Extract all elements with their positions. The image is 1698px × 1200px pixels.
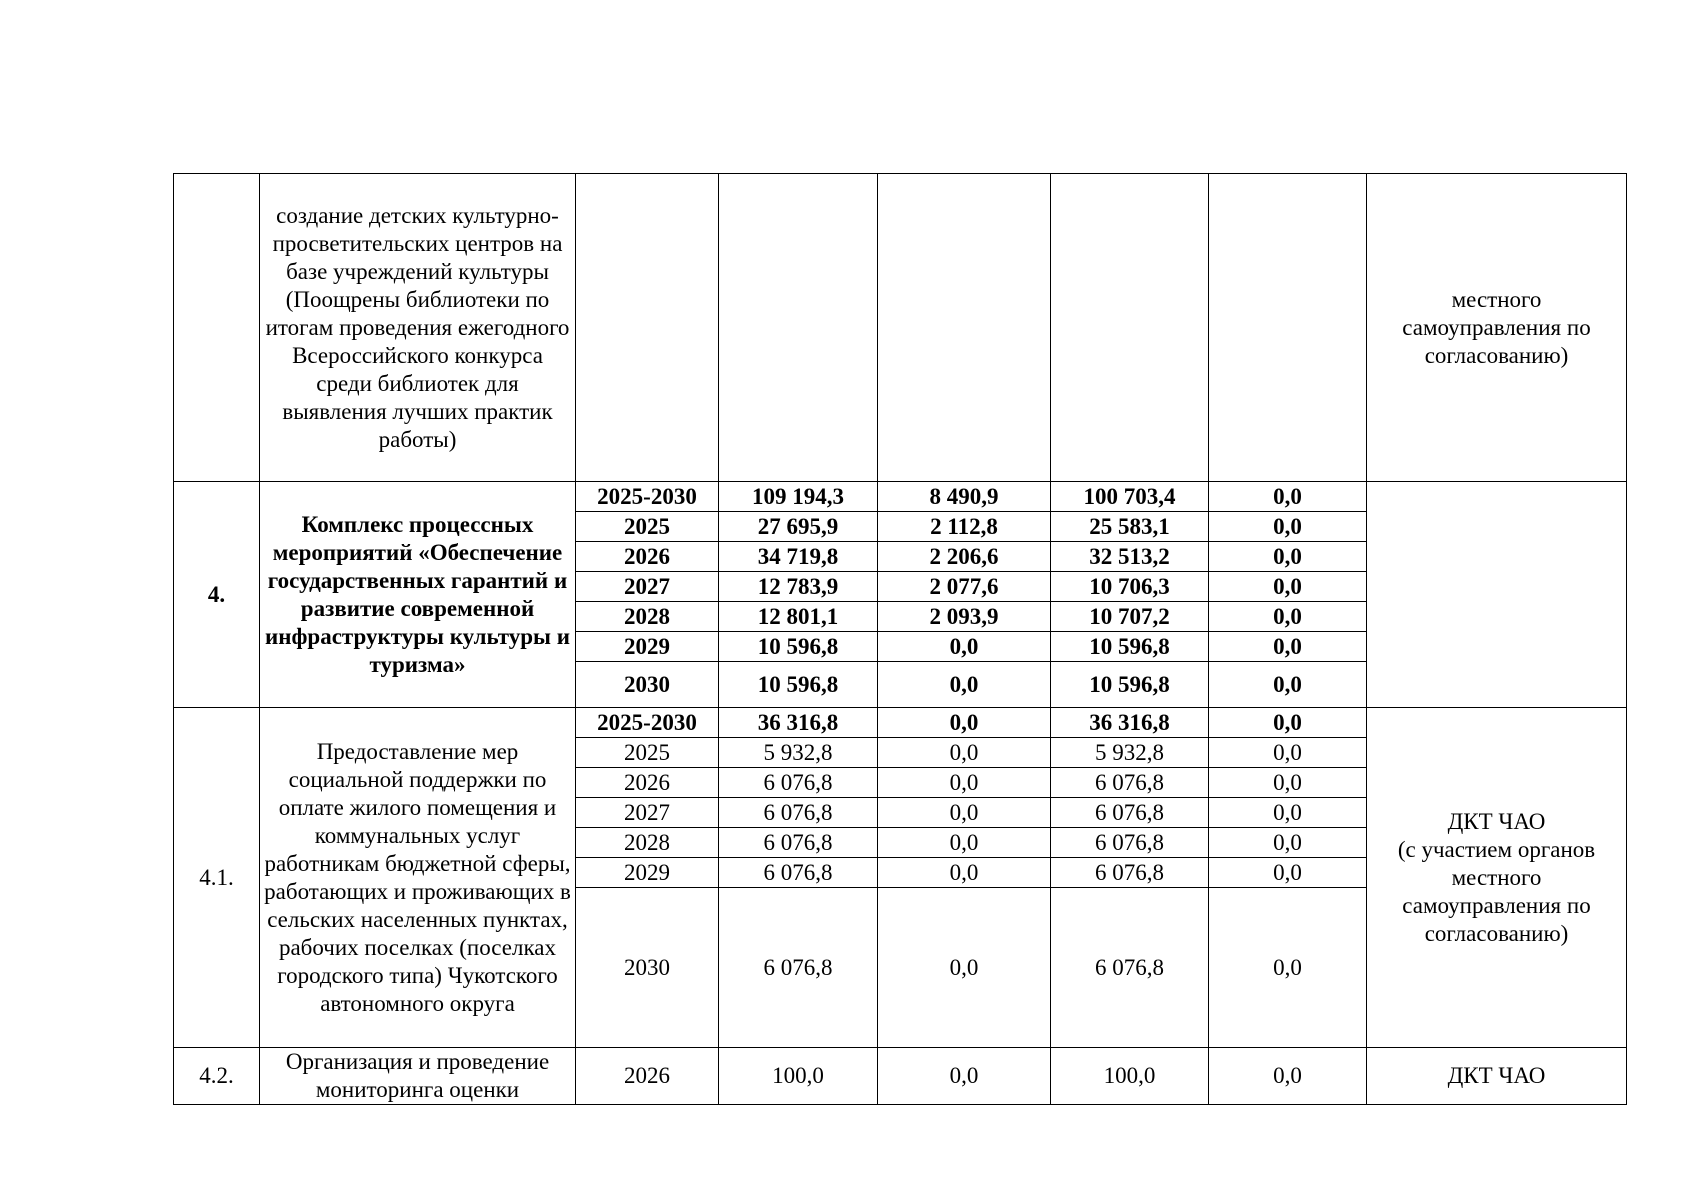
federal-budget-cell: 2 112,8 bbox=[878, 512, 1051, 542]
row-number-cell: 4. bbox=[174, 482, 260, 708]
total-cell: 34 719,8 bbox=[719, 542, 878, 572]
federal-budget-cell: 0,0 bbox=[878, 738, 1051, 768]
measure-name-cell: Организация и проведение мониторинга оценки bbox=[260, 1048, 576, 1105]
federal-budget-cell: 0,0 bbox=[878, 632, 1051, 662]
regional-budget-cell: 100 703,4 bbox=[1051, 482, 1209, 512]
total-cell: 36 316,8 bbox=[719, 708, 878, 738]
federal-budget-cell: 2 077,6 bbox=[878, 572, 1051, 602]
other-sources-cell: 0,0 bbox=[1209, 632, 1367, 662]
table-row bbox=[174, 1048, 1627, 1105]
federal-budget-cell: 8 490,9 bbox=[878, 482, 1051, 512]
other-sources-cell: 0,0 bbox=[1209, 798, 1367, 828]
period-cell: 2028 bbox=[576, 828, 719, 858]
executor-cell: ДКТ ЧАО bbox=[1367, 1048, 1627, 1105]
other-sources-cell: 0,0 bbox=[1209, 542, 1367, 572]
period-cell: 2026 bbox=[576, 768, 719, 798]
period-cell: 2027 bbox=[576, 572, 719, 602]
total-cell: 109 194,3 bbox=[719, 482, 878, 512]
total-cell: 6 076,8 bbox=[719, 888, 878, 1048]
total-cell: 6 076,8 bbox=[719, 798, 878, 828]
total-cell: 27 695,9 bbox=[719, 512, 878, 542]
federal-budget-cell: 0,0 bbox=[878, 662, 1051, 708]
other-sources-cell: 0,0 bbox=[1209, 828, 1367, 858]
period-cell: 2026 bbox=[576, 1048, 719, 1105]
row-number-cell: 4.2. bbox=[174, 1048, 260, 1105]
measure-name-cell: создание детских культурно-просветительских центров на базе учреждений культуры (Поощрены библиотеки по итогам проведения ежегодного Всероссийского конкурса среди библиотек для выявления лучших практик работы) bbox=[260, 174, 576, 482]
federal-budget-cell: 0,0 bbox=[878, 888, 1051, 1048]
other-sources-cell: 0,0 bbox=[1209, 708, 1367, 738]
other-sources-cell: 0,0 bbox=[1209, 858, 1367, 888]
period-cell: 2028 bbox=[576, 602, 719, 632]
period-cell: 2025-2030 bbox=[576, 482, 719, 512]
period-cell: 2029 bbox=[576, 632, 719, 662]
regional-budget-cell: 36 316,8 bbox=[1051, 708, 1209, 738]
federal-budget-cell: 0,0 bbox=[878, 798, 1051, 828]
regional-budget-cell: 32 513,2 bbox=[1051, 542, 1209, 572]
federal-budget-cell: 0,0 bbox=[878, 858, 1051, 888]
federal-budget-cell: 0,0 bbox=[878, 708, 1051, 738]
total-cell: 6 076,8 bbox=[719, 858, 878, 888]
other-sources-cell: 0,0 bbox=[1209, 482, 1367, 512]
federal-budget-cell: 0,0 bbox=[878, 828, 1051, 858]
empty-cell bbox=[1051, 174, 1209, 482]
total-cell: 6 076,8 bbox=[719, 768, 878, 798]
regional-budget-cell: 6 076,8 bbox=[1051, 888, 1209, 1048]
regional-budget-cell: 6 076,8 bbox=[1051, 828, 1209, 858]
table-row bbox=[174, 708, 1627, 738]
empty-cell bbox=[1209, 174, 1367, 482]
period-cell: 2030 bbox=[576, 662, 719, 708]
executor-cell: местного самоуправления по согласованию) bbox=[1367, 174, 1627, 482]
other-sources-cell: 0,0 bbox=[1209, 512, 1367, 542]
executor-cell: ДКТ ЧАО (с участием органов местного самоуправления по согласованию) bbox=[1367, 708, 1627, 1048]
period-cell: 2030 bbox=[576, 888, 719, 1048]
period-cell: 2025-2030 bbox=[576, 708, 719, 738]
federal-budget-cell: 0,0 bbox=[878, 1048, 1051, 1105]
total-cell: 100,0 bbox=[719, 1048, 878, 1105]
federal-budget-cell: 2 206,6 bbox=[878, 542, 1051, 572]
regional-budget-cell: 25 583,1 bbox=[1051, 512, 1209, 542]
regional-budget-cell: 10 596,8 bbox=[1051, 662, 1209, 708]
period-cell: 2029 bbox=[576, 858, 719, 888]
federal-budget-cell: 2 093,9 bbox=[878, 602, 1051, 632]
measure-name-cell: Комплекс процессных мероприятий «Обеспечение государственных гарантий и развитие современной инфраструктуры культуры и туризма» bbox=[260, 482, 576, 708]
budget-table bbox=[173, 173, 1627, 1105]
total-cell: 6 076,8 bbox=[719, 828, 878, 858]
period-cell: 2027 bbox=[576, 798, 719, 828]
total-cell: 5 932,8 bbox=[719, 738, 878, 768]
total-cell: 10 596,8 bbox=[719, 632, 878, 662]
other-sources-cell: 0,0 bbox=[1209, 602, 1367, 632]
regional-budget-cell: 6 076,8 bbox=[1051, 858, 1209, 888]
other-sources-cell: 0,0 bbox=[1209, 888, 1367, 1048]
other-sources-cell: 0,0 bbox=[1209, 738, 1367, 768]
row-number-cell: 4.1. bbox=[174, 708, 260, 1048]
empty-cell bbox=[719, 174, 878, 482]
total-cell: 12 801,1 bbox=[719, 602, 878, 632]
regional-budget-cell: 10 707,2 bbox=[1051, 602, 1209, 632]
empty-cell bbox=[878, 174, 1051, 482]
period-cell: 2025 bbox=[576, 512, 719, 542]
total-cell: 10 596,8 bbox=[719, 662, 878, 708]
other-sources-cell: 0,0 bbox=[1209, 662, 1367, 708]
period-cell: 2026 bbox=[576, 542, 719, 572]
executor-cell bbox=[1367, 482, 1627, 708]
other-sources-cell: 0,0 bbox=[1209, 572, 1367, 602]
federal-budget-cell: 0,0 bbox=[878, 768, 1051, 798]
regional-budget-cell: 10 706,3 bbox=[1051, 572, 1209, 602]
regional-budget-cell: 100,0 bbox=[1051, 1048, 1209, 1105]
regional-budget-cell: 10 596,8 bbox=[1051, 632, 1209, 662]
row-number-cell bbox=[174, 174, 260, 482]
regional-budget-cell: 5 932,8 bbox=[1051, 738, 1209, 768]
other-sources-cell: 0,0 bbox=[1209, 1048, 1367, 1105]
table-row-continuation bbox=[174, 174, 1627, 482]
measure-name-cell: Предоставление мер социальной поддержки по оплате жилого помещения и коммунальных услуг работникам бюджетной сферы, работающих и проживающих в сельских населенных пунктах, рабочих поселках (поселках городского типа) Чукотского автономного округа bbox=[260, 708, 576, 1048]
empty-cell bbox=[576, 174, 719, 482]
regional-budget-cell: 6 076,8 bbox=[1051, 768, 1209, 798]
table-row bbox=[174, 482, 1627, 512]
period-cell: 2025 bbox=[576, 738, 719, 768]
regional-budget-cell: 6 076,8 bbox=[1051, 798, 1209, 828]
other-sources-cell: 0,0 bbox=[1209, 768, 1367, 798]
total-cell: 12 783,9 bbox=[719, 572, 878, 602]
